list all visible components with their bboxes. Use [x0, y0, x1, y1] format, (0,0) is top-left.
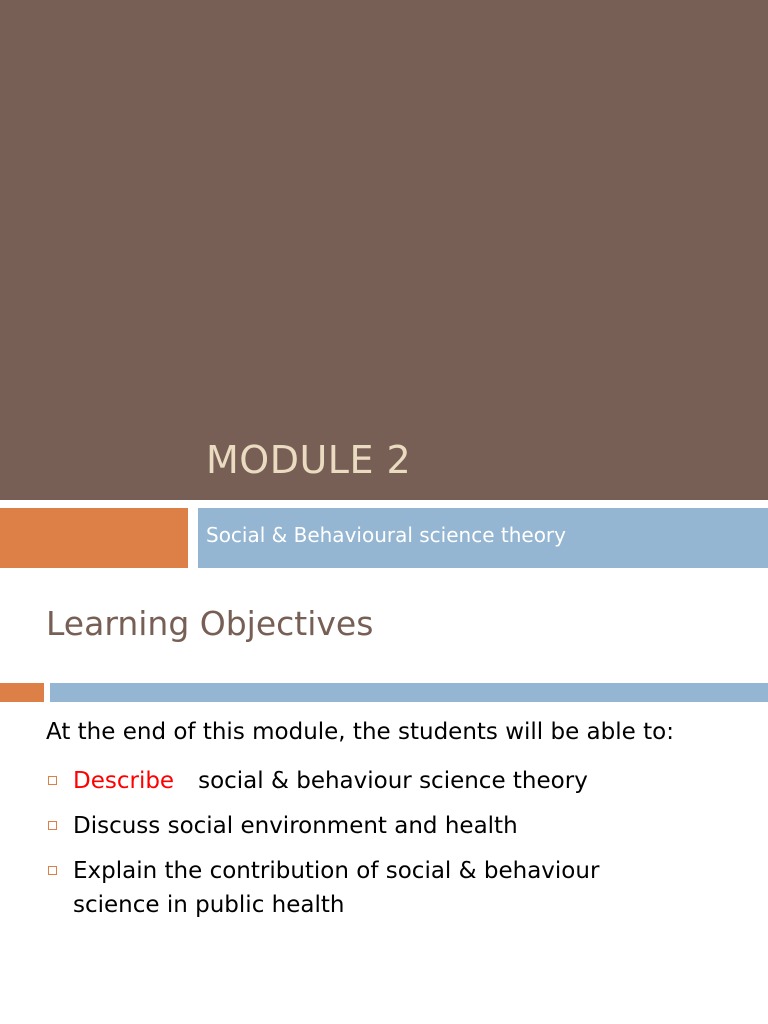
module-subtitle: Social & Behavioural science theory	[206, 523, 566, 547]
objectives-intro: At the end of this module, the students will be able to:	[46, 719, 674, 745]
title-band	[0, 0, 768, 500]
objective-highlight: Describe	[73, 768, 175, 794]
objective-item	[46, 764, 746, 798]
objective-text: Explain the contribution of social & behaviour science in public health	[73, 858, 600, 918]
accent-bar-orange	[0, 683, 44, 702]
objectives-list	[46, 764, 746, 933]
accent-bar-blue	[50, 683, 768, 702]
objective-item	[46, 854, 683, 922]
square-bullet-icon	[48, 776, 57, 785]
objective-text: Discuss social environment and health	[73, 813, 518, 839]
module-title: MODULE 2	[206, 438, 412, 482]
objectives-title: Learning Objectives	[46, 604, 374, 643]
objective-text: social & behaviour science theory	[198, 768, 588, 794]
square-bullet-icon	[48, 866, 57, 875]
objective-item	[46, 809, 746, 843]
accent-block-orange	[0, 508, 188, 568]
objectives-slide	[0, 568, 768, 1024]
subtitle-band	[198, 508, 768, 568]
square-bullet-icon	[48, 821, 57, 830]
